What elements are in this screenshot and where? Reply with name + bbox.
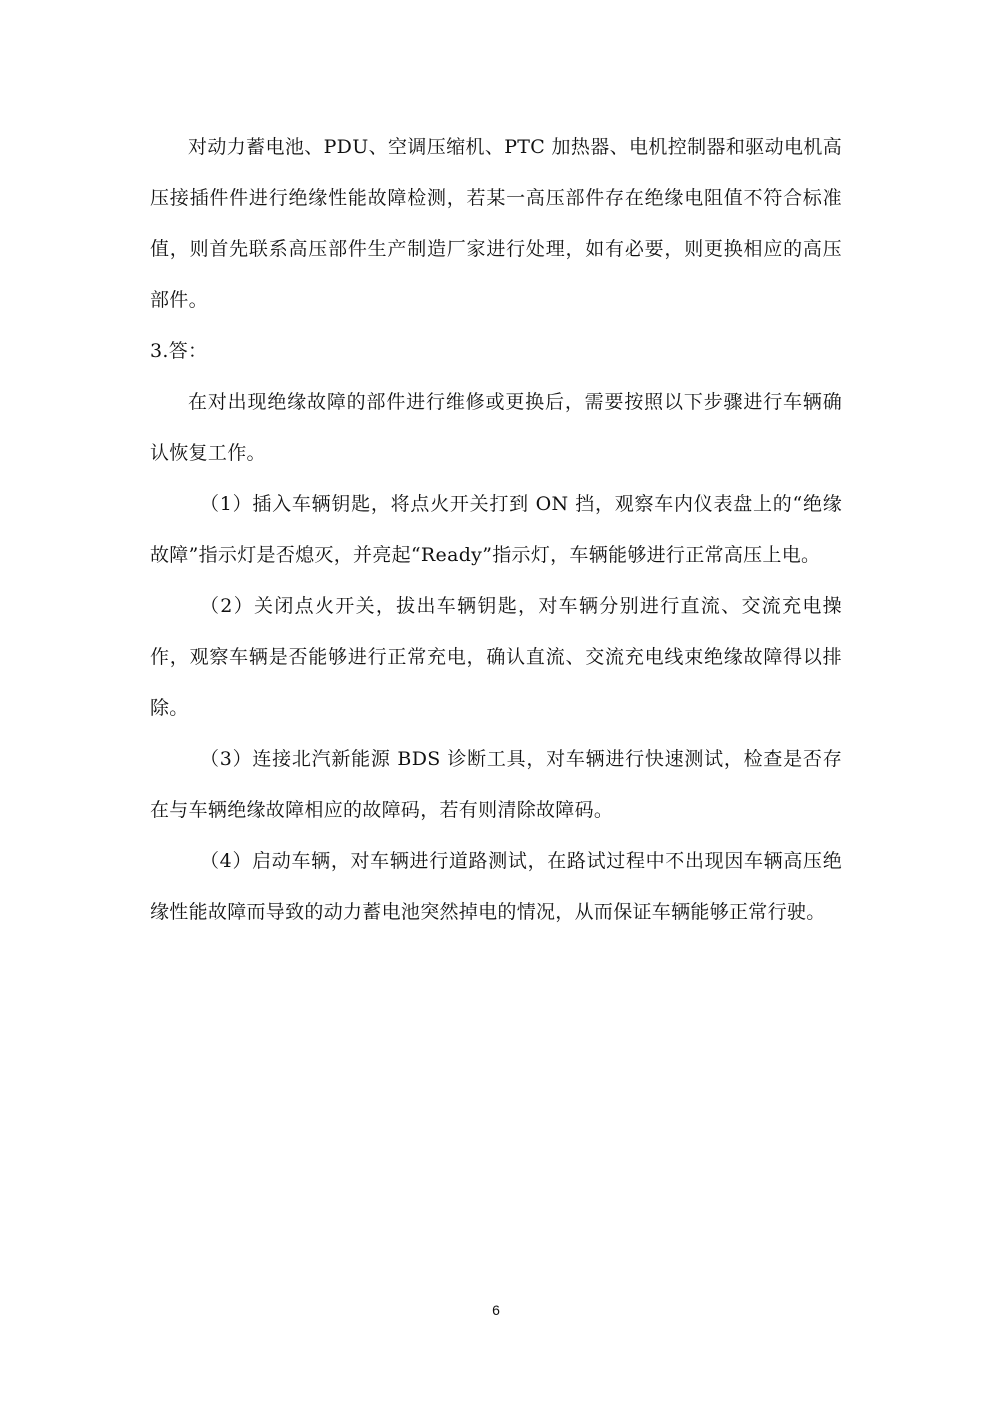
step-2-paragraph: （2）关闭点火开关，拔出车辆钥匙，对车辆分别进行直流、交流充电操作，观察车辆是否能够进行正常充电，确认直流、交流充电线束绝缘故障得以排除。 [150,595,842,719]
paragraph-insulation-inspection: 对动力蓄电池、PDU、空调压缩机、PTC 加热器、电机控制器和驱动电机高压接插件件进行绝缘性能故障检测，若某一高压部件存在绝缘电阻值不符合标准值，则首先联系高压部件生产制造厂家进行处理，如有必要，则更换相应的高压部件。 [150,136,842,311]
step-1-paragraph: （1）插入车辆钥匙，将点火开关打到 ON 挡，观察车内仪表盘上的“绝缘故障”指示灯是否熄灭，并亮起“Ready”指示灯，车辆能够进行正常高压上电。 [150,493,842,566]
step-3-paragraph: （3）连接北汽新能源 BDS 诊断工具，对车辆进行快速测试，检查是否存在与车辆绝缘故障相应的故障码，若有则清除故障码。 [150,748,842,821]
page-number: 6 [492,1302,500,1318]
answer-heading: 3.答： [150,340,208,362]
document-body [150,122,842,938]
step-4-paragraph: （4）启动车辆，对车辆进行道路测试，在路试过程中不出现因车辆高压绝缘性能故障而导致的动力蓄电池突然掉电的情况，从而保证车辆能够正常行驶。 [150,850,842,923]
paragraph-recovery-intro: 在对出现绝缘故障的部件进行维修或更换后，需要按照以下步骤进行车辆确认恢复工作。 [150,391,842,464]
